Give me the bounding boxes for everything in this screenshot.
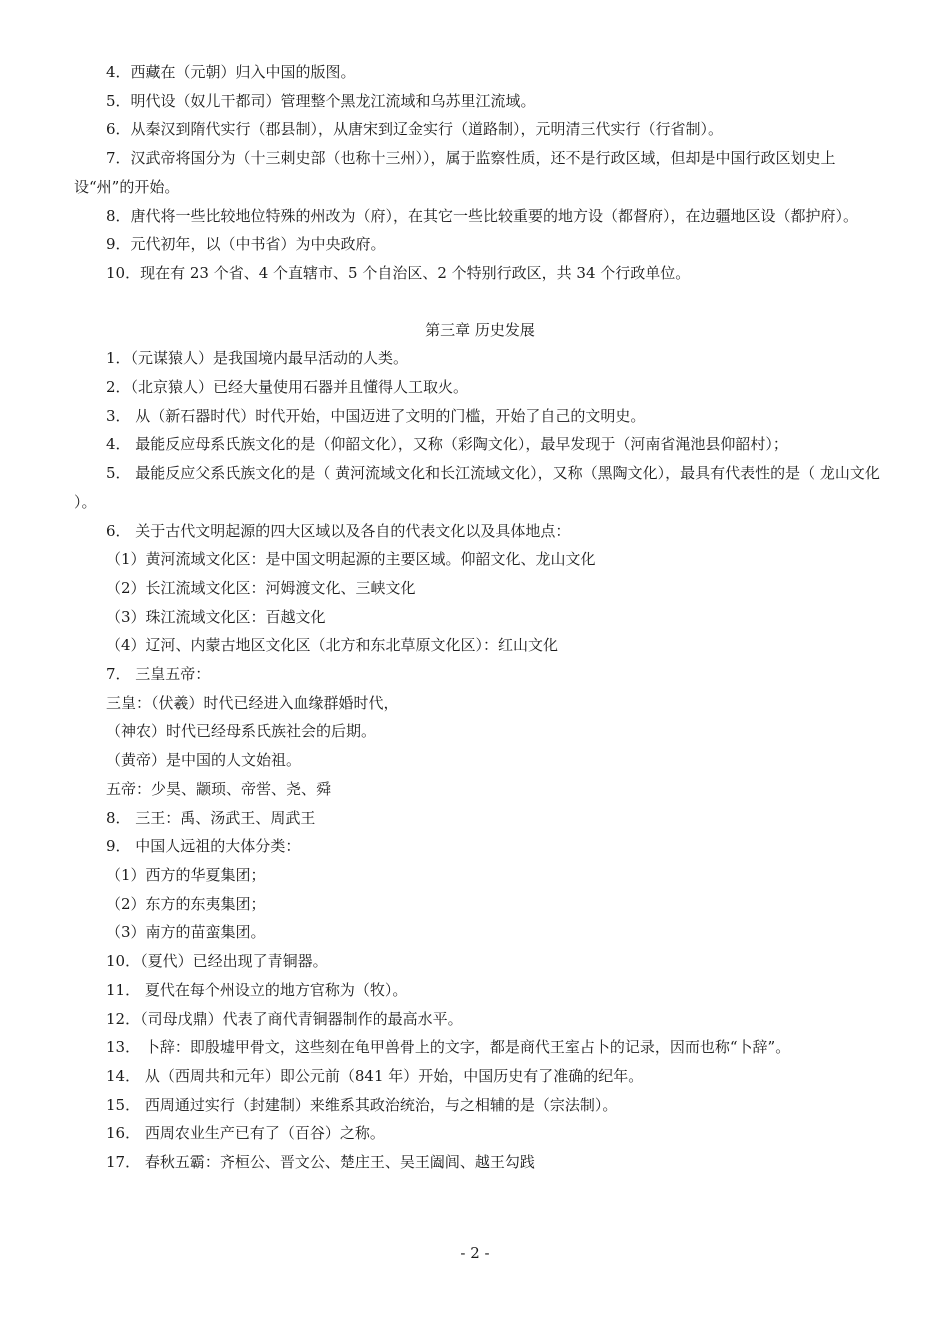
chapter-title: 第三章 历史发展 [425, 320, 535, 339]
list-item: 7． 三皇五帝： [106, 665, 211, 684]
list-item: 5． 最能反应父系氏族文化的是（ 黄河流域文化和长江流域文化），又称（黑陶文化），最具有代表性的是（ 龙山文化 ）。 [74, 464, 880, 511]
list-item: 10．现在有 23 个省、4 个直辖市、5 个自治区、2 个特别行政区，共 34 个行政单位。 [106, 263, 691, 282]
list-item: 15． 西周通过实行（封建制）来维系其政治统治，与之相辅的是（宗法制）。 [106, 1095, 618, 1114]
group-item: （2）东方的东夷集团； [106, 894, 266, 913]
list-item: 8． 三王：禹、汤武王、周武王 [106, 808, 316, 827]
list-item: 14． 从（西周共和元年）即公元前（841 年）开始，中国历史有了准确的纪年。 [106, 1066, 644, 1085]
list-item: 17． 春秋五霸：齐桓公、晋文公、楚庄王、吴王阖闾、越王勾践 [106, 1153, 535, 1172]
list-item: 16． 西周农业生产已有了（百谷）之称。 [106, 1124, 385, 1143]
list-item: 11． 夏代在每个州设立的地方官称为（牧）。 [106, 980, 408, 999]
list-item: 9． 中国人远祖的大体分类： [106, 837, 301, 856]
list-item: 6．从秦汉到隋代实行（郡县制），从唐宋到辽金实行（道路制），元明清三代实行（行省制）。 [106, 120, 724, 139]
page-number: - 2 - [460, 1244, 490, 1262]
sanhuang-line: 三皇：（伏羲）时代已经进入血缘群婚时代， [106, 693, 399, 712]
sanhuang-line: （黄帝）是中国的人文始祖。 [106, 751, 302, 770]
list-item: 9．元代初年，以（中书省）为中央政府。 [106, 235, 386, 254]
list-item: 6． 关于古代文明起源的四大区域以及各自的代表文化以及具体地点： [106, 521, 571, 540]
region-item: （3）珠江流域文化区：百越文化 [106, 607, 326, 626]
list-item: 3． 从（新石器时代）时代开始，中国迈进了文明的门槛，开始了自己的文明史。 [106, 406, 646, 425]
list-item: 10．（夏代）已经出现了青铜器。 [106, 952, 328, 971]
list-item: 8．唐代将一些比较地位特殊的州改为（府），在其它一些比较重要的地方设（都督府），在边疆地区设（都护府）。 [106, 206, 859, 225]
list-item: 13． 卜辞：即殷墟甲骨文，这些刻在龟甲兽骨上的文字，都是商代王室占卜的记录，因而也称“卜辞”。 [106, 1038, 791, 1057]
sanhuang-line: （神农）时代已经母系氏族社会的后期。 [106, 722, 377, 741]
list-item: 1．（元谋猿人）是我国境内最早活动的人类。 [106, 349, 409, 368]
group-item: （3）南方的苗蛮集团。 [106, 923, 266, 942]
region-item: （2）长江流域文化区：河姆渡文化、三峡文化 [106, 578, 416, 597]
list-item: 4． 最能反应母系氏族文化的是（仰韶文化），又称（彩陶文化），最早发现于（河南省渑池县仰韶村）； [106, 435, 788, 454]
group-item: （1）西方的华夏集团； [106, 865, 266, 884]
region-item: （4）辽河、内蒙古地区文化区（北方和东北草原文化区）：红山文化 [106, 636, 559, 655]
region-item: （1）黄河流域文化区：是中国文明起源的主要区域。仰韶文化、龙山文化 [106, 550, 596, 569]
list-item: 4．西藏在（元朝）归入中国的版图。 [106, 63, 356, 81]
list-item: 2．（北京猿人）已经大量使用石器并且懂得人工取火。 [106, 378, 469, 397]
list-item: 12．（司母戊鼎）代表了商代青铜器制作的最高水平。 [106, 1009, 463, 1028]
wudi-line: 五帝：少昊、颛顼、帝喾、尧、舜 [106, 779, 332, 798]
list-item: 7．汉武帝将国分为（十三刺史部（也称十三州）），属于监察性质，还不是行政区域，但却是中国行政区划史上设“州”的开始。 [74, 149, 836, 196]
list-item: 5．明代设（奴儿干都司）管理整个黑龙江流域和乌苏里江流域。 [106, 91, 536, 110]
document-body [74, 58, 886, 1177]
